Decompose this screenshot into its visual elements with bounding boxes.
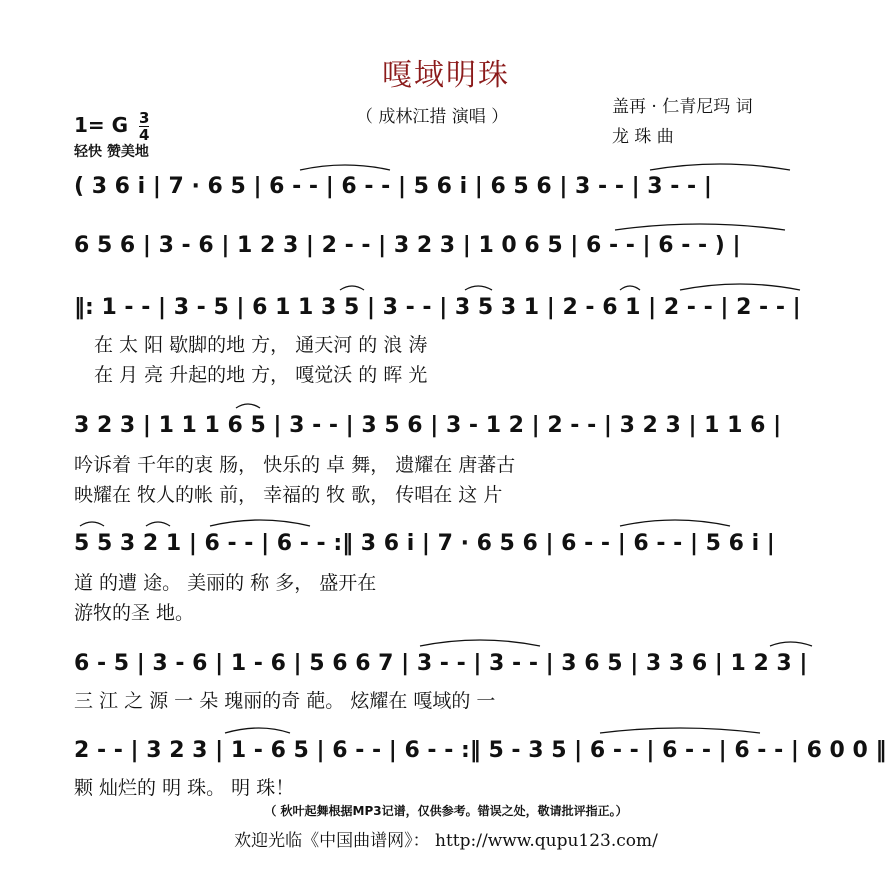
lyric-line: 吟诉着 千年的衷 肠， 快乐的 卓 舞， 遗耀在 唐蕃古 [74,454,516,476]
lyric-line: 游牧的圣 地。 [74,602,195,624]
notation-row: 6 - 5 | 3 - 6 | 1 - 6 | 5 6 6 7 | 3 - - | 3 - - | 3 6 5 | 3 3 6 | 1 2 3 | [74,651,808,676]
lyric-line: 映耀在 牧人的帐 前， 幸福的 牧 歌， 传唱在 这 片 [74,484,503,506]
notation-row: ( 3 6 i | 7 · 6 5 | 6 - - | 6 - - | 5 6 i | 6 5 6 | 3 - - | 3 - - | [74,174,712,199]
time-top: 3 [139,109,150,127]
singer-credit: （ 成林江措 演唱 ） [356,107,509,127]
notation-row: 5 5 3 2 1 | 6 - - | 6 - - :‖ 3 6 i | 7 · 6 5 6 | 6 - - | 6 - - | 5 6 i | [74,531,775,556]
lyricist-credit: 盖再 · 仁青尼玛 词 [612,97,753,117]
notation-row: 3 2 3 | 1 1 1 6 5 | 3 - - | 3 5 6 | 3 - 1 2 | 2 - - | 3 2 3 | 1 1 6 | [74,413,782,438]
notation-row: 2 - - | 3 2 3 | 1 - 6 5 | 6 - - | 6 - - :‖ 5 - 3 5 | 6 - - | 6 - - | 6 - - | 6 0 0 ‖ [74,738,887,763]
lyric-line: 在 月 亮 升起的地 方， 嘎觉沃 的 晖 光 [94,364,428,386]
lyric-line: 颗 灿烂的 明 珠。 明 珠！ [74,777,295,799]
key-label: 1= G [74,113,129,137]
notation-row: ‖: 1 - - | 3 - 5 | 6 1 1 3 5 | 3 - - | 3 5 3 1 | 2 - 6 1 | 2 - - | 2 - - | [74,295,801,320]
website-credit: 欢迎光临《中国曲谱网》： http://www.qupu123.com/ [234,831,658,851]
notation-row: 6 5 6 | 3 - 6 | 1 2 3 | 2 - - | 3 2 3 | 1 0 6 5 | 6 - - | 6 - - ) | [74,233,741,258]
tempo-marking: 轻快 赞美地 [74,144,149,160]
composer-credit: 龙 珠 曲 [612,127,674,147]
time-bottom: 4 [139,126,150,144]
song-title: 嘎域明珠 [382,58,510,93]
lyric-line: 在 太 阳 歇脚的地 方， 通天河 的 浪 涛 [94,334,428,356]
lyric-line: 道 的遭 途。 美丽的 称 多， 盛开在 [74,572,377,594]
lyric-line: 三 江 之 源 一 朵 瑰丽的奇 葩。 炫耀在 嘎域的 一 [74,690,496,712]
footnote: （ 秋叶起舞根据MP3记谱，仅供参考。错误之处，敬请批评指正。） [264,804,628,818]
